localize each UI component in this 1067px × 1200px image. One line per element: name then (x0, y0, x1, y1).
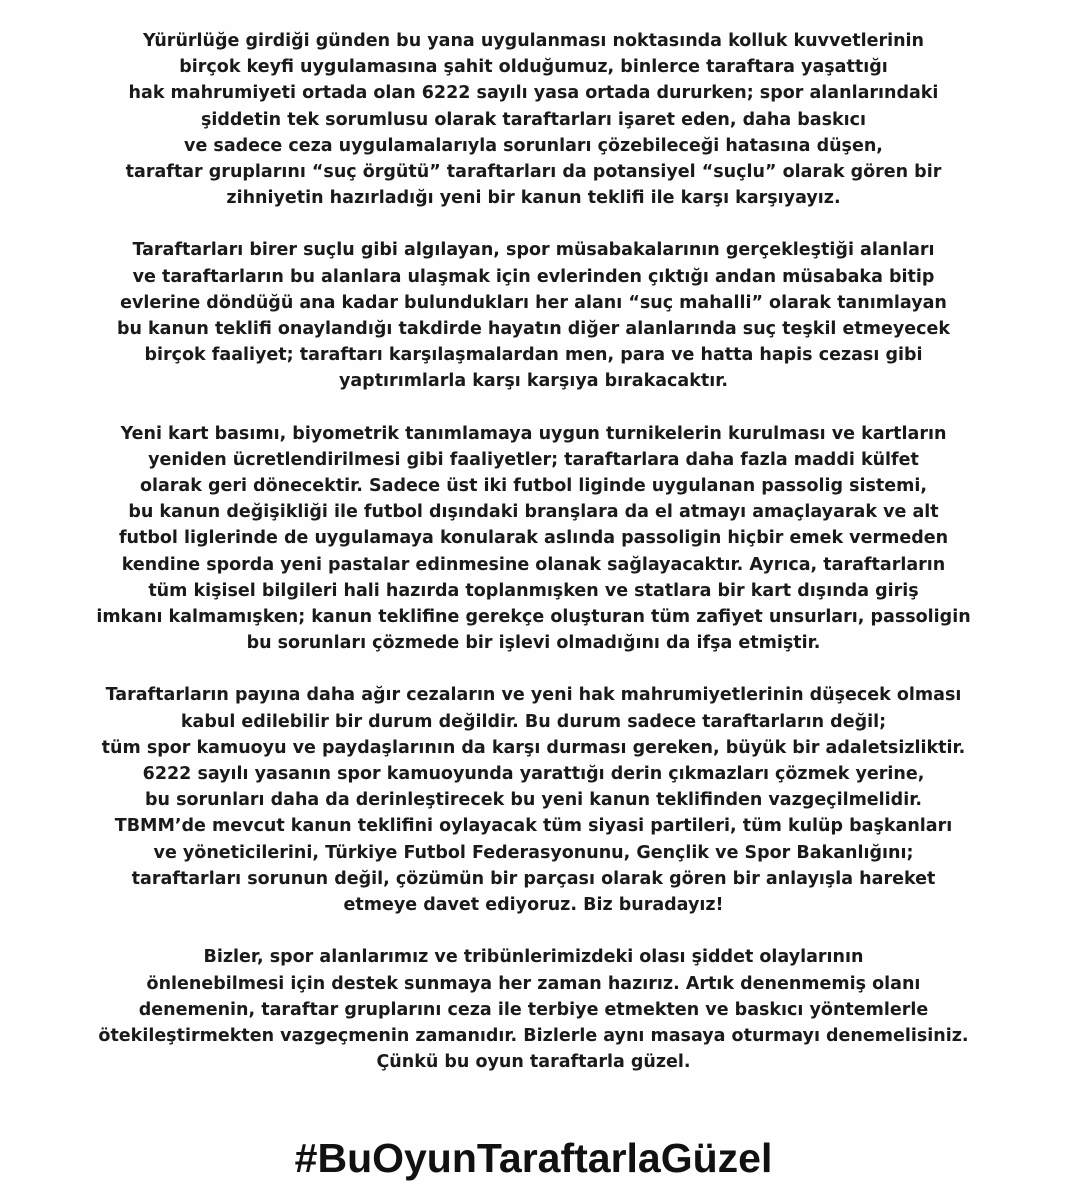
paragraph-line: hak mahrumiyeti ortada olan 6222 sayılı yasa ortada dururken; spor alanlarındaki (128, 83, 939, 104)
paragraph-1 (40, 28, 1027, 211)
paragraph-line: şiddetin tek sorumlusu olarak taraftarları işaret eden, daha baskıcı (200, 109, 867, 130)
paragraph-line: taraftar gruplarını “suç örgütü” taraftarları da potansiyel “suçlu” olarak gören bir (125, 162, 942, 183)
paragraph-4 (40, 682, 1027, 918)
paragraph-line: bu kanun teklifi onaylandığı takdirde hayatın diğer alanlarında suç teşkil etmeyecek (116, 319, 951, 340)
paragraph-line: kabul edilebilir bir durum değildir. Bu durum sadece taraftarların değil; (180, 711, 887, 732)
paragraph-line: Yeni kart basımı, biyometrik tanımlamaya uygun turnikelerin kurulması ve kartların (120, 423, 947, 444)
paragraph-line: zihniyetin hazırladığı yeni bir kanun teklifi ile karşı karşıyayız. (226, 188, 841, 209)
paragraph-line: TBMM’de mevcut kanun teklifini oylayacak tüm siyasi partileri, tüm kulüp başkanları (114, 816, 953, 837)
paragraph-line: ve sadece ceza uygulamalarıyla sorunları çözebileceği hatasına düşen, (184, 135, 883, 156)
paragraph-5 (40, 944, 1027, 1075)
hashtag-title: #BuOyunTaraftarlaGüzel (294, 1135, 773, 1181)
paragraph-line: evlerine döndüğü ana kadar bulundukları her alanı “suç mahalli” olarak tanımlayan (120, 292, 947, 313)
paragraph-line: bu sorunları çözmede bir işlevi olmadığını da ifşa etmiştir. (246, 633, 821, 654)
paragraph-2 (40, 237, 1027, 394)
paragraph-line: etmeye davet ediyoruz. Biz buradayız! (343, 895, 724, 916)
paragraph-line: Taraftarları birer suçlu gibi algılayan, spor müsabakalarının gerçekleştiği alanları (132, 240, 935, 261)
statement-body (40, 28, 1027, 1101)
paragraph-line: önlenebilmesi için destek sunmaya her zaman hazırız. Artık denenmemiş olanı (146, 973, 921, 994)
paragraph-line: imkanı kalmamışken; kanun teklifine gerekçe oluşturan tüm zafiyet unsurları, passoligin (96, 607, 971, 628)
paragraph-line: kendine sporda yeni pastalar edinmesine olanak sağlayacaktır. Ayrıca, taraftarların (121, 554, 946, 575)
paragraph-line: denemenin, taraftar gruplarını ceza ile terbiye etmekten ve baskıcı yöntemlerle (138, 999, 929, 1020)
paragraph-line: Yürürlüğe girdiği günden bu yana uygulanması noktasında kolluk kuvvetlerinin (142, 31, 925, 51)
paragraph-line: birçok keyfi uygulamasına şahit olduğumuz, binlerce taraftara yaşattığı (179, 57, 888, 78)
paragraph-line: Bizler, spor alanlarımız ve tribünlerimizdeki olası şiddet olaylarının (203, 947, 864, 968)
paragraph-line: olarak geri dönecektir. Sadece üst iki futbol liginde uygulanan passolig sistemi, (139, 476, 928, 497)
paragraph-line: ve taraftarların bu alanlara ulaşmak için evlerinden çıktığı andan müsabaka bitip (132, 266, 935, 287)
paragraph-line: yeniden ücretlendirilmesi gibi faaliyetler; taraftarlara daha fazla maddi külfet (148, 449, 919, 470)
paragraph-line: 6222 sayılı yasanın spor kamuoyunda yarattığı derin çıkmazları çözmek yerine, (142, 764, 925, 785)
paragraph-line: taraftarları sorunun değil, çözümün bir parçası olarak gören bir anlayışla hareket (131, 868, 936, 889)
paragraph-3 (40, 421, 1027, 657)
paragraph-line: bu sorunları daha da derinleştirecek bu yeni kanun teklifinden vazgeçilmelidir. (145, 790, 922, 811)
paragraph-line: tüm kişisel bilgileri hali hazırda toplanmışken ve statlara bir kart dışında giriş (148, 580, 919, 601)
paragraph-line: birçok faaliyet; taraftarı karşılaşmalardan men, para ve hatta hapis cezası gibi (144, 345, 923, 366)
paragraph-line: yaptırımlarla karşı karşıya bırakacaktır. (338, 371, 729, 392)
paragraph-line: ve yöneticilerini, Türkiye Futbol Federasyonunu, Gençlik ve Spor Bakanlığını; (153, 842, 914, 863)
paragraph-line: ötekileştirmekten vazgeçmenin zamanıdır. Bizlerle aynı masaya oturmayı denemelisiniz. (98, 1025, 969, 1046)
paragraph-line: Çünkü bu oyun taraftarla güzel. (376, 1052, 691, 1073)
paragraph-line: Taraftarların payına daha ağır cezaların ve yeni hak mahrumiyetlerinin düşecek olması (105, 685, 962, 706)
paragraph-line: futbol liglerinde de uygulamaya konularak aslında passoligin hiçbir emek vermeden (118, 528, 949, 549)
paragraph-line: bu kanun değişikliği ile futbol dışındaki branşlara da el atmayı amaçlayarak ve alt (128, 502, 939, 523)
paragraph-line: tüm spor kamuoyu ve paydaşlarının da karşı durması gereken, büyük bir adaletsizliktir. (101, 737, 966, 758)
